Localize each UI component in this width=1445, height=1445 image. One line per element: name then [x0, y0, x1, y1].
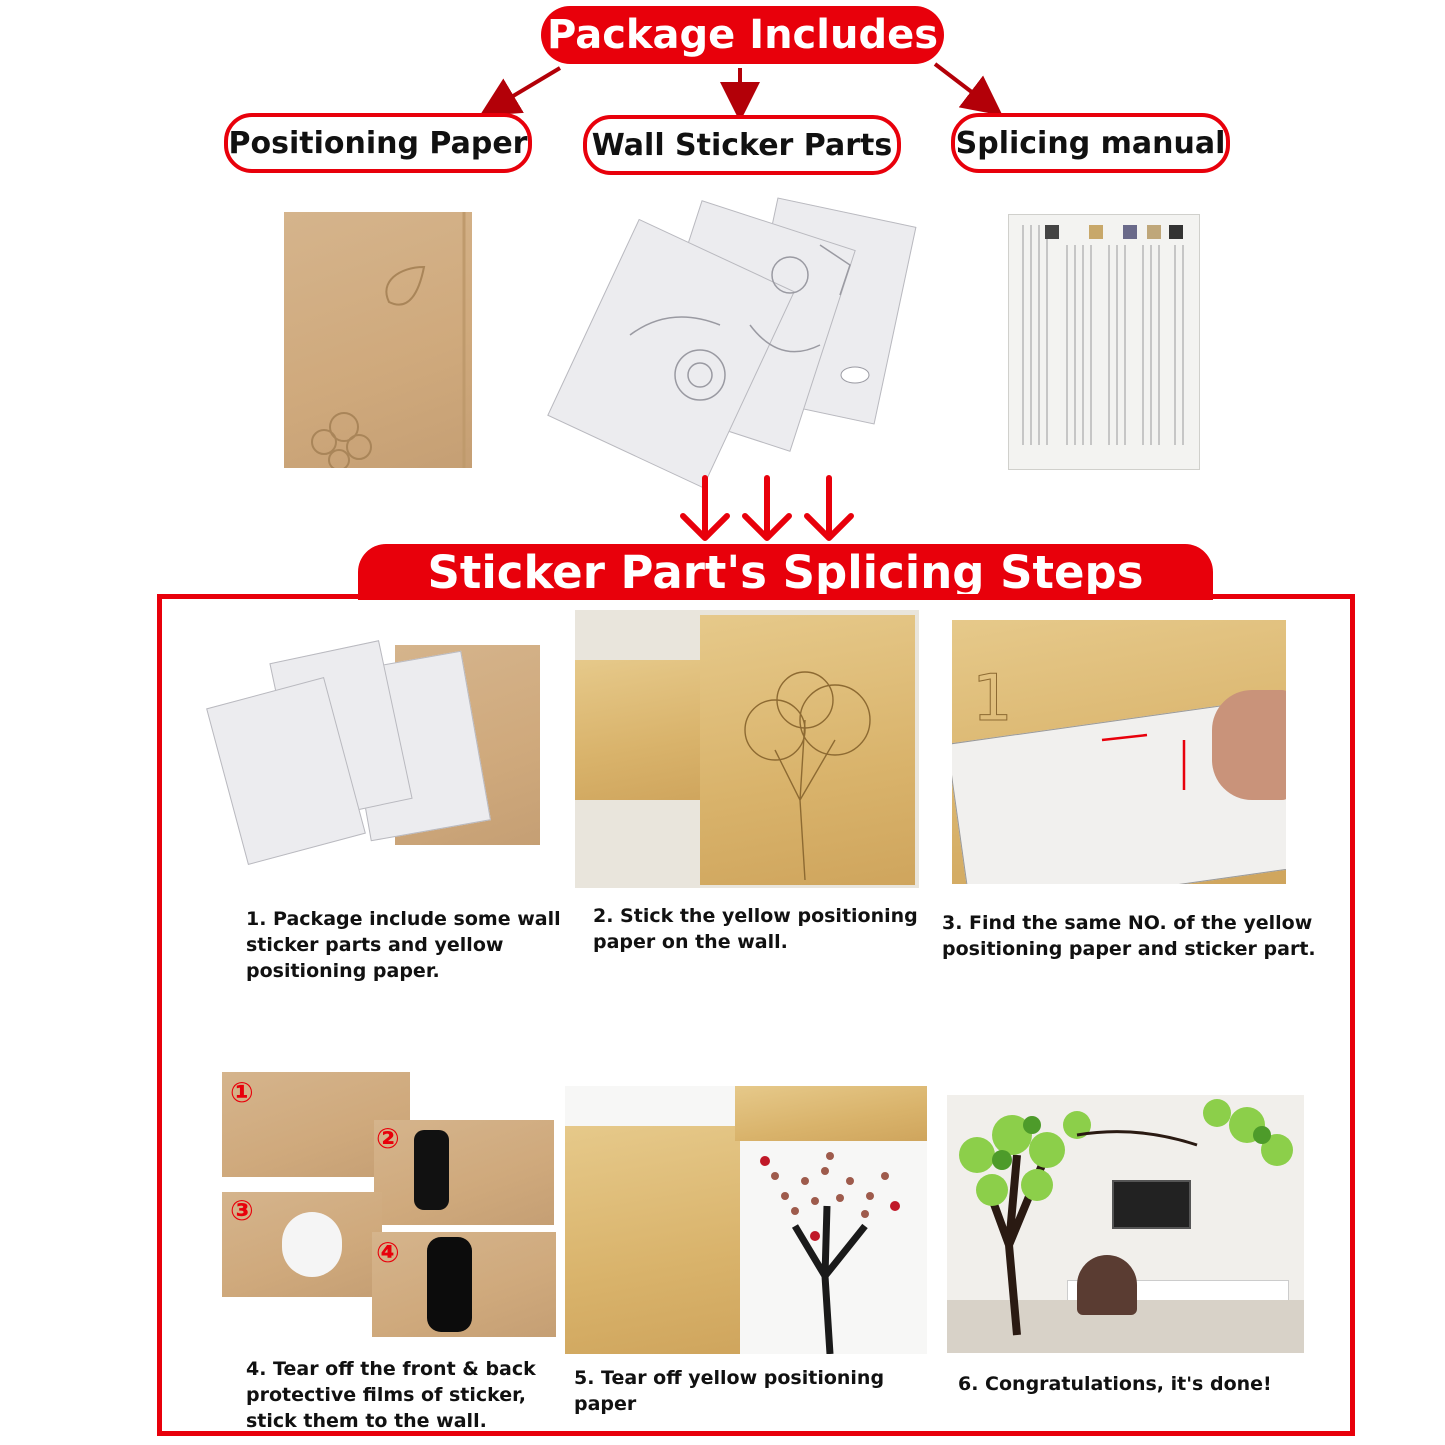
step4-num-3: ③ — [230, 1194, 254, 1227]
step4-caption: 4. Tear off the front & back protective films of sticker, stick them to the wall. — [246, 1358, 536, 1432]
step4-collage — [222, 1072, 556, 1338]
step2-photo — [575, 610, 919, 888]
step5-photo — [565, 1086, 927, 1354]
step6-caption: 6. Congratulations, it's done! — [958, 1373, 1272, 1395]
sticker-outlines — [550, 205, 905, 470]
positioning-paper-label-text: Positioning Paper — [228, 125, 528, 161]
wall-sticker-parts-photo — [550, 205, 905, 470]
step6-people — [1077, 1255, 1137, 1315]
step3-hand — [1212, 690, 1286, 800]
step3-caption: 3. Find the same NO. of the yellow positioning paper and sticker part. — [942, 912, 1316, 960]
step5-caption: 5. Tear off yellow positioning paper — [574, 1367, 885, 1415]
step3-photo — [952, 620, 1286, 884]
step4-panel-2 — [374, 1120, 554, 1225]
step4-white-film — [282, 1212, 342, 1277]
leaf-outline-icon — [284, 212, 472, 468]
step5-tree — [565, 1086, 927, 1354]
wall-sticker-parts-label — [583, 115, 901, 175]
step4-black-sticker-2 — [414, 1130, 449, 1210]
wall-sticker-parts-label-text: Wall Sticker Parts — [591, 127, 893, 163]
splicing-steps-banner — [358, 544, 1213, 600]
positioning-paper-label — [224, 113, 532, 173]
arrow-left — [493, 68, 560, 108]
package-includes-title-text: Package Includes — [546, 12, 939, 58]
splicing-manual-photo — [1008, 214, 1200, 470]
step2-caption: 2. Stick the yellow positioning paper on the wall. — [593, 905, 918, 953]
step4-num-4: ④ — [376, 1236, 400, 1269]
step6-photo — [947, 1095, 1304, 1353]
positioning-paper-photo — [284, 212, 472, 468]
step4-black-sticker-4 — [427, 1237, 472, 1332]
splicing-steps-title: Sticker Part's Splicing Steps — [427, 545, 1144, 599]
step1-caption: 1. Package include some wall sticker parts and yellow positioning paper. — [246, 908, 561, 982]
step2-tree-outline — [575, 610, 919, 888]
splicing-manual-label — [951, 113, 1230, 173]
step4-num-1: ① — [230, 1076, 254, 1109]
svg-text:1: 1 — [972, 662, 1013, 736]
step1-photo — [205, 640, 545, 860]
arrow-right — [935, 64, 990, 106]
step4-num-2: ② — [376, 1122, 400, 1155]
manual-text-lines — [1009, 215, 1199, 469]
splicing-manual-label-text: Splicing manual — [955, 125, 1226, 161]
down-arrows-icon — [675, 474, 865, 546]
